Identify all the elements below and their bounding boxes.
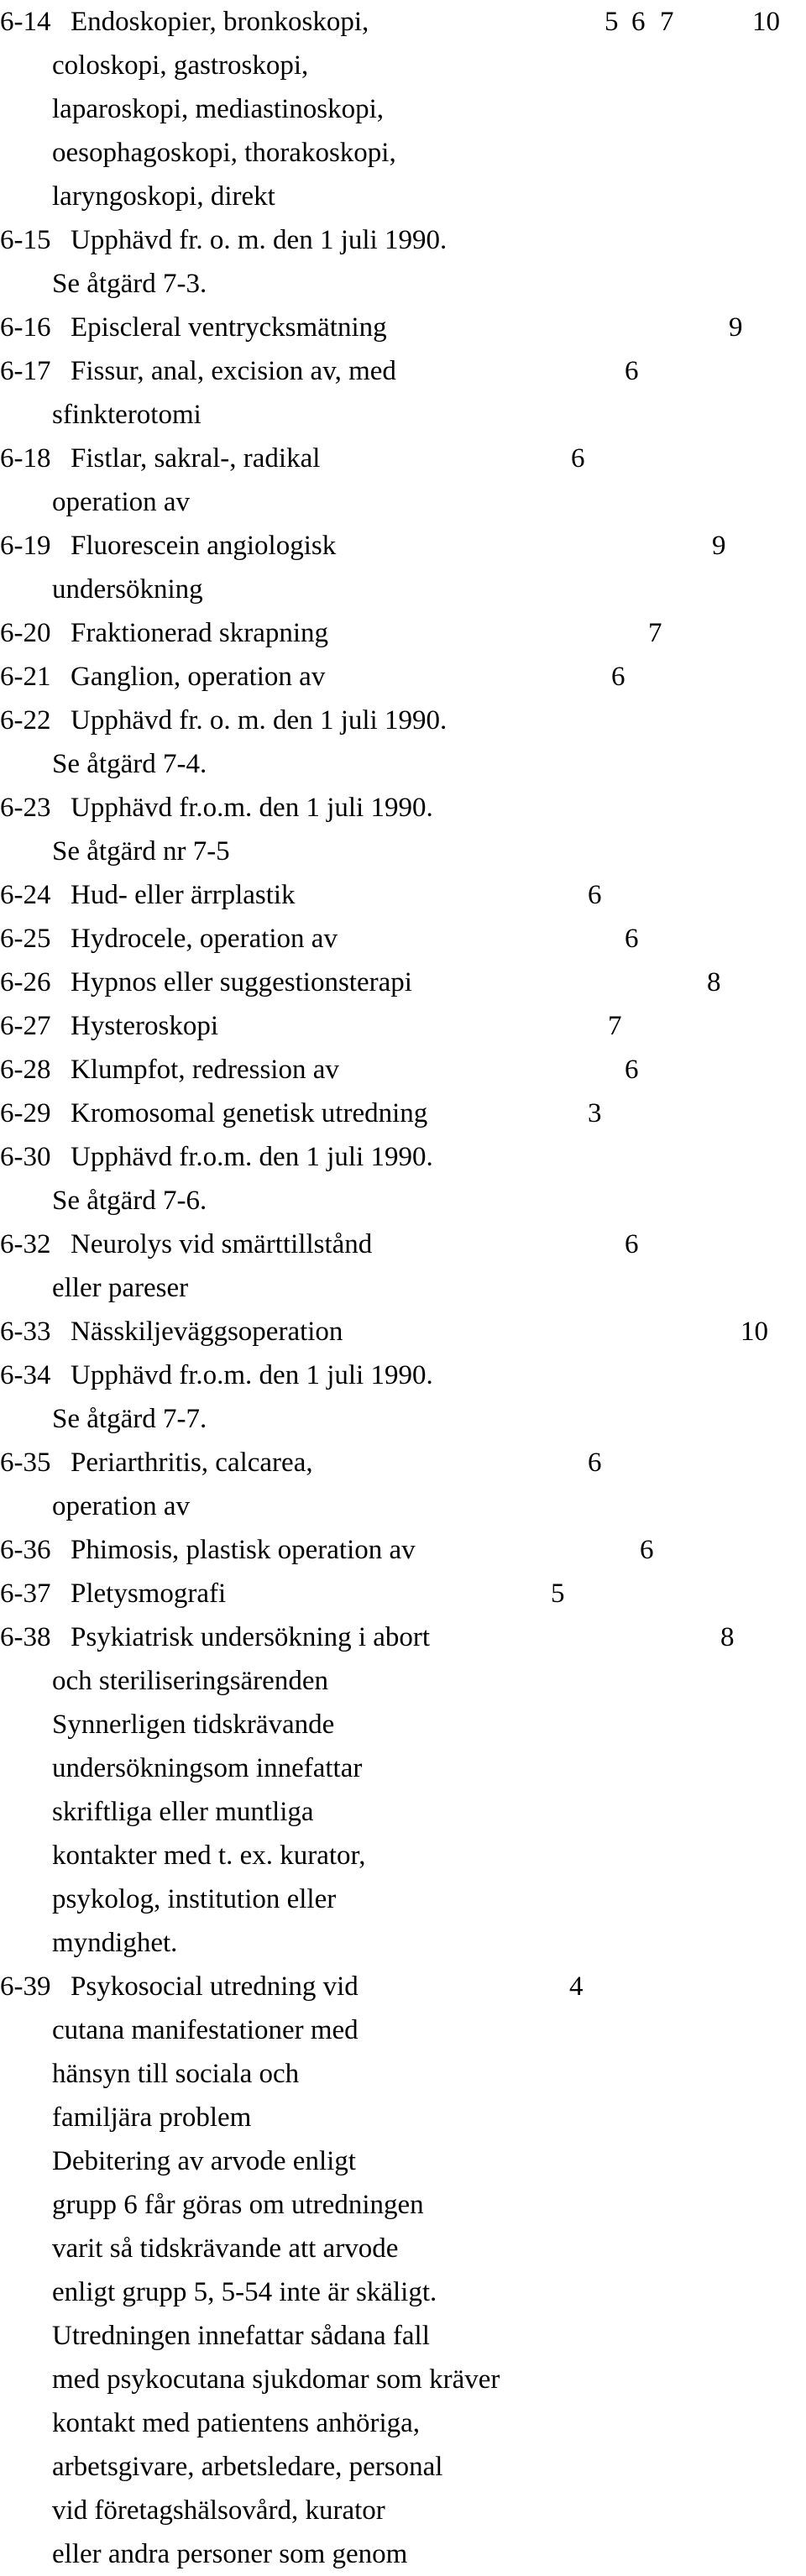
entry-title: Klumpfot, redression av	[71, 1055, 339, 1085]
entry-text-line: skriftliga eller muntliga	[52, 1797, 314, 1827]
fee-group-number: 5	[551, 1579, 565, 1609]
entry-code: 6-26	[0, 967, 51, 997]
entry-code: 6-34	[0, 1360, 51, 1390]
entry-code: 6-17	[0, 356, 51, 386]
fee-group-number: 6	[588, 1448, 602, 1478]
entry-title: Endoskopier, bronkoskopi,	[71, 7, 369, 37]
entry-title: Fraktionerad skrapning	[71, 618, 329, 648]
entry-text-line: enligt grupp 5, 5-54 inte är skäligt.	[52, 2277, 437, 2307]
entry-text-line: kontakter med t. ex. kurator,	[52, 1840, 366, 1871]
fee-group-number: 7	[608, 1011, 622, 1041]
entry-text-line: Debitering av arvode enligt	[52, 2146, 356, 2176]
entry-text-line: eller pareser	[52, 1273, 189, 1303]
entry-code: 6-19	[0, 531, 51, 561]
entry-text-line: Se åtgärd 7-7.	[52, 1404, 207, 1434]
fee-group-number: 6	[625, 924, 639, 954]
entry-title: Psykiatrisk undersökning i abort	[71, 1622, 431, 1652]
entry-title: Upphävd fr. o. m. den 1 juli 1990.	[71, 705, 447, 736]
entry-code: 6-25	[0, 924, 51, 954]
entry-code: 6-30	[0, 1142, 51, 1172]
entry-title: Neurolys vid smärttillstånd	[71, 1229, 373, 1259]
entry-title: Phimosis, plastisk operation av	[71, 1535, 416, 1565]
entry-text-line: Synnerligen tidskrävande	[52, 1709, 335, 1740]
entry-text-line: Utredningen innefattar sådana fall	[52, 2321, 430, 2351]
entry-code: 6-29	[0, 1098, 51, 1128]
entry-text-line: operation av	[52, 487, 191, 517]
fee-group-number: 7	[648, 618, 662, 648]
entry-title: Fluorescein angiologisk	[71, 531, 337, 561]
fee-group-number: 6	[611, 662, 625, 692]
entry-code: 6-16	[0, 312, 51, 343]
entry-text-line: med psykocutana sjukdomar som kräver	[52, 2364, 500, 2395]
entry-text-line: Se åtgärd 7-3.	[52, 269, 207, 299]
entry-title: Ganglion, operation av	[71, 662, 326, 692]
entry-title: Hydrocele, operation av	[71, 924, 338, 954]
entry-title: Upphävd fr. o. m. den 1 juli 1990.	[71, 225, 447, 255]
entry-text-line: operation av	[52, 1491, 191, 1521]
entry-code: 6-39	[0, 1971, 51, 2002]
fee-group-number: 8	[720, 1622, 735, 1652]
entry-title: Hypnos eller suggestionsterapi	[71, 967, 412, 997]
entry-text-line: familjära problem	[52, 2102, 252, 2133]
fee-group-number: 9	[712, 531, 726, 561]
fee-group-number: 7	[660, 7, 674, 37]
entry-title: Psykosocial utredning vid	[71, 1971, 359, 2002]
entry-code: 6-23	[0, 793, 51, 823]
fee-group-number: 6	[631, 7, 646, 37]
entry-text-line: vid företagshälsovård, kurator	[52, 2495, 385, 2526]
entry-code: 6-21	[0, 662, 51, 692]
entry-code: 6-18	[0, 443, 51, 474]
entry-text-line: kontakt med patientens anhöriga,	[52, 2408, 421, 2438]
entry-text-line: undersökningsom innefattar	[52, 1753, 363, 1783]
fee-group-number: 4	[569, 1971, 584, 2002]
entry-code: 6-37	[0, 1579, 51, 1609]
entry-code: 6-28	[0, 1055, 51, 1085]
entry-title: Periarthritis, calcarea,	[71, 1448, 313, 1478]
entry-code: 6-14	[0, 7, 51, 37]
entry-title: Fistlar, sakral-, radikal	[71, 443, 321, 474]
entry-code: 6-24	[0, 880, 51, 910]
entry-title: Upphävd fr.o.m. den 1 juli 1990.	[71, 793, 433, 823]
fee-group-number: 6	[625, 1229, 639, 1259]
fee-group-number: 3	[588, 1098, 602, 1128]
entry-title: Episcleral ventrycksmätning	[71, 312, 387, 343]
entry-title: Hud- eller ärrplastik	[71, 880, 296, 910]
entry-code: 6-27	[0, 1011, 51, 1041]
entry-code: 6-35	[0, 1448, 51, 1478]
entry-text-line: myndighet.	[52, 1928, 178, 1958]
entry-text-line: Se åtgärd 7-6.	[52, 1186, 207, 1216]
entry-title: Kromosomal genetisk utredning	[71, 1098, 428, 1128]
entry-code: 6-22	[0, 705, 51, 736]
entry-text-line: coloskopi, gastroskopi,	[52, 50, 309, 81]
fee-group-number: 5	[604, 7, 619, 37]
entry-title: Upphävd fr.o.m. den 1 juli 1990.	[71, 1142, 433, 1172]
fee-group-number: 6	[625, 356, 639, 386]
entry-text-line: arbetsgivare, arbetsledare, personal	[52, 2452, 443, 2482]
fee-group-number: 10	[741, 1317, 768, 1347]
entry-code: 6-38	[0, 1622, 51, 1652]
entry-text-line: laparoskopi, mediastinoskopi,	[52, 94, 385, 124]
entry-text-line: varit så tidskrävande att arvode	[52, 2233, 399, 2264]
entry-text-line: Se åtgärd nr 7-5	[52, 836, 230, 867]
entry-code: 6-32	[0, 1229, 51, 1259]
entry-code: 6-20	[0, 618, 51, 648]
entry-text-line: grupp 6 får göras om utredningen	[52, 2190, 424, 2220]
entry-text-line: Se åtgärd 7-4.	[52, 749, 207, 779]
entry-title: Upphävd fr.o.m. den 1 juli 1990.	[71, 1360, 433, 1390]
entry-text-line: hänsyn till sociala och	[52, 2059, 300, 2089]
entry-text-line: eller andra personer som genom	[52, 2539, 408, 2569]
fee-group-number: 10	[752, 7, 780, 37]
entry-text-line: undersökning	[52, 574, 203, 605]
entry-code: 6-15	[0, 225, 51, 255]
entry-text-line: oesophagoskopi, thorakoskopi,	[52, 138, 396, 168]
fee-group-number: 6	[640, 1535, 654, 1565]
entry-text-line: sfinkterotomi	[52, 400, 202, 430]
entry-title: Pletysmografi	[71, 1579, 227, 1609]
fee-group-number: 8	[707, 967, 721, 997]
entry-text-line: laryngoskopi, direkt	[52, 181, 275, 212]
fee-group-number: 6	[625, 1055, 639, 1085]
entry-text-line: cutana manifestationer med	[52, 2015, 359, 2045]
entry-code: 6-33	[0, 1317, 51, 1347]
fee-group-number: 6	[571, 443, 585, 474]
fee-group-number: 6	[588, 880, 602, 910]
entry-text-line: och steriliseringsärenden	[52, 1666, 328, 1696]
entry-title: Fissur, anal, excision av, med	[71, 356, 396, 386]
entry-text-line: psykolog, institution eller	[52, 1884, 337, 1914]
fee-group-number: 9	[729, 312, 743, 343]
entry-title: Hysteroskopi	[71, 1011, 218, 1041]
entry-code: 6-36	[0, 1535, 51, 1565]
entry-title: Nässkiljeväggsoperation	[71, 1317, 343, 1347]
